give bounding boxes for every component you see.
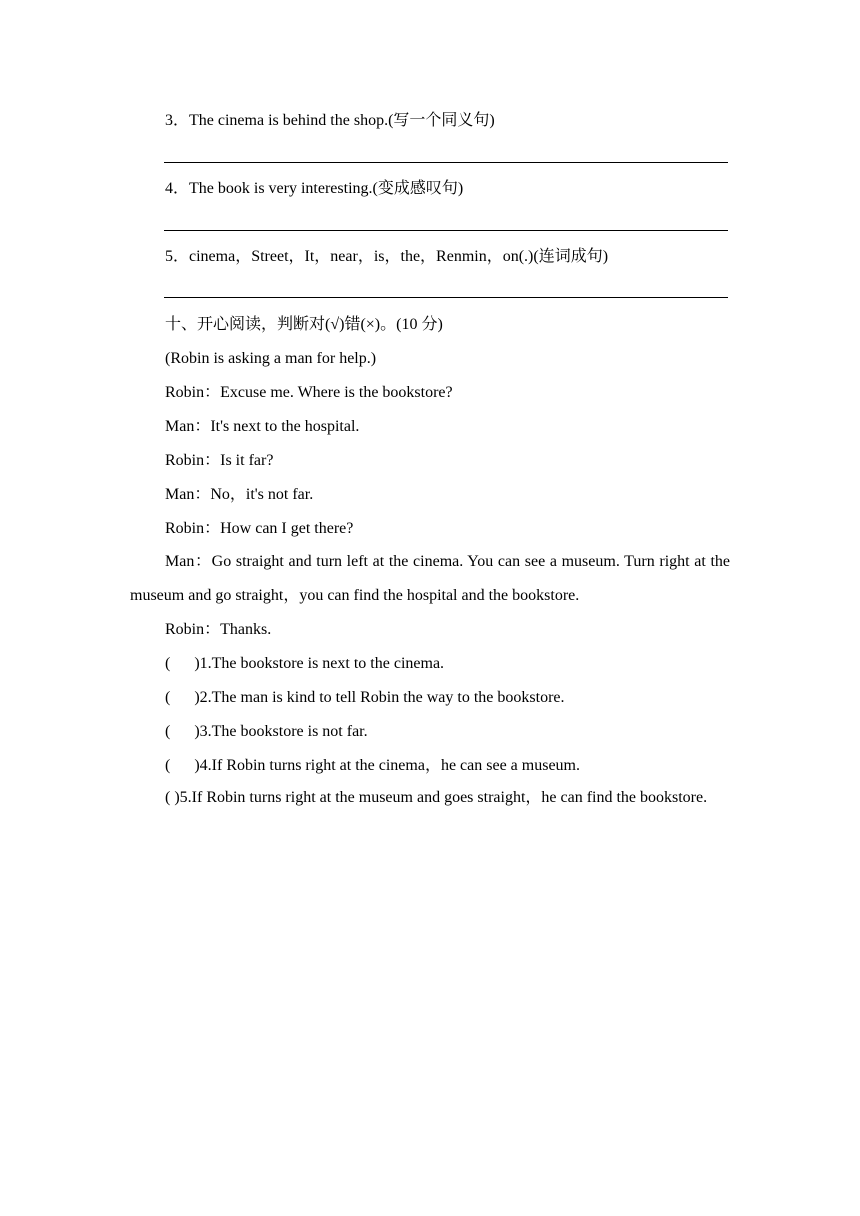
statement-item: ( )2.The man is kind to tell Robin the way to the bookstore. [165, 689, 565, 706]
dialogue-line: Robin：Is it far? [165, 452, 274, 469]
answer-line-5 [164, 297, 728, 298]
dialogue-line: Robin：Thanks. [165, 621, 272, 638]
answer-line-4 [164, 230, 728, 231]
answer-line-3 [164, 162, 728, 163]
dialogue-line: Robin：How can I get there? [165, 520, 354, 537]
dialogue-line-directions: Man：Go straight and turn left at the cinema. You can see a museum. Turn right at the museum and go straight，you can find the hospital and the bookstore. [130, 553, 731, 604]
dialogue-line: Robin：Excuse me. Where is the bookstore? [165, 384, 453, 401]
statement-item: ( )4.If Robin turns right at the cinema，he can see a museum. [165, 757, 580, 774]
rewrite-item-4: 4．The book is very interesting.(变成感叹句) [165, 180, 464, 197]
statement-item: ( )5.If Robin turns right at the museum and goes straight，he can find the bookstore. [165, 789, 708, 806]
statement-item: ( )1.The bookstore is next to the cinema. [165, 655, 445, 672]
section-heading: 十、开心阅读，判断对(√)错(×)。(10 分) [165, 316, 443, 333]
statement-item: ( )3.The bookstore is not far. [165, 723, 368, 740]
rewrite-item-5: 5．cinema，Street，It，near，is，the，Renmin，on(.)(连词成句) [165, 248, 609, 265]
rewrite-item-3: 3．The cinema is behind the shop.(写一个同义句) [165, 112, 495, 129]
dialogue-line: Man：It's next to the hospital. [165, 418, 360, 435]
reading-intro: (Robin is asking a man for help.) [165, 350, 377, 367]
dialogue-line: Man：No，it's not far. [165, 486, 314, 503]
